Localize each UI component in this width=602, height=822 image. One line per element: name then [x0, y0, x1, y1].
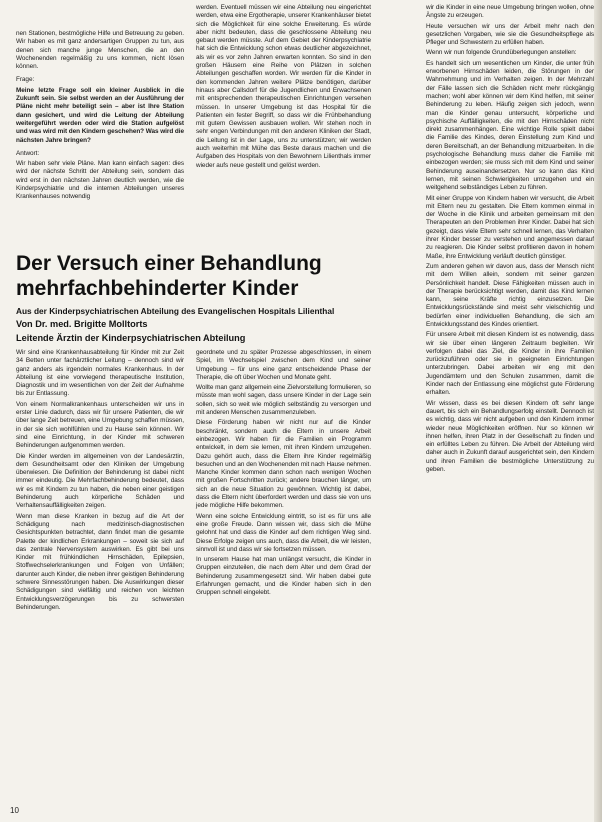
column-2-bottom: [196, 349, 371, 600]
article-subheadline: Aus der Kinderpsychiatrischen Abteilung des Evangelischen Hospitals Lilienthal: [16, 306, 335, 316]
page-number: 10: [10, 806, 19, 815]
paragraph: In unserem Hause hat man unlängst versucht, die Kinder in Gruppen einzuteilen, die nach dem Alter und dem Grad der Behinderung zusammengesetzt sind. Wir haben dabei gute Erfahrungen gemacht, und die Kinder haben sich in den Gruppen schnell eingelebt.: [196, 556, 371, 597]
paragraph: Wollte man ganz allgemein eine Zielvorstellung formulieren, so müsste man wohl sagen, dass unsere Kinder in der Lage sein sollen, sich so weit wie möglich selbständig zu versorgen und mit anderen Menschen zusammenzuleben.: [196, 384, 371, 417]
interview-question: Meine letzte Frage soll ein kleiner Ausblick in die Zukunft sein. Sie selbst werden an der Ausführung der Pläne nicht mehr beteiligt sein – aber ist Ihre Station dann gesichert, und wird die Leitung der Abteilung weitergeführt werden oder wird die Station aufgelöst und was wird mit den Kindern geschehen? Was wird die nächsten Jahre bringen?: [16, 86, 184, 144]
interview-label: Frage:: [16, 76, 35, 84]
paragraph: Wenn wir nun folgende Grundüberlegungen anstellen:: [426, 49, 577, 57]
article-headline: Der Versuch einer Behandlung mehrfachbehinderter Kinder: [16, 252, 322, 300]
page-edge-shadow: [594, 0, 602, 822]
paragraph: Wir haben sehr viele Pläne. Man kann einfach sagen: dies wird der nächste Schritt der Abteilung sein, sondern das wird erst in den nächsten Jahren deutlich werden, wie die Kinderpsychiatrie und die internen Abteilungen unseres Krankenhauses notwendig: [16, 160, 184, 201]
interview-label: Antwort:: [16, 149, 40, 157]
paragraph: nen Stationen, bestmögliche Hilfe und Betreuung zu geben. Wir haben es mit ganz andersartigen Gruppen zu tun, aus denen sich manche junge Menschen, die an den Wochenenden regelmäßig zu uns kommen, nicht lösen können.: [16, 30, 184, 71]
paragraph: Zum anderen gehen wir davon aus, dass der Mensch nicht mit dem Willen allein, sondern mit seiner ganzen Persönlichkeit handelt. Diese Fähigkeiten müssen auch in der Therapie berücksichtigt werden, damit das Kind lernen kann, seine Kräfte richtig einzusetzen. Die Entwicklungsrückstände sind meist sehr vielschichtig und bedürfen einer individuellen Behandlung, die sich am Entwicklungsstand des Kindes orientiert.: [426, 262, 594, 328]
paragraph: werden. Eventuell müssen wir eine Abteilung neu eingerichtet werden, etwa eine Ergotherapie, unserer Krankenhäuser bietet sich die Möglichkeit für eine solche Erweiterung. Es würde aber nicht bedeuten, dass die geschlossene Abteilung neu gebaut werden müsste. Auf dem Gebiet der Kinderpsychiatrie hat sich die Entwicklung schon etwas deutlicher abgezeichnet, als wir es vor zehn Jahren erwarten konnten. So sind in den großen Häusern eine Reihe von Plätzen in solchen Abteilungen geschaffen worden. Wir werden für die Kinder in den kommenden Jahren weitere Plätze benötigen, darüber hinaus aber Callsdorf für die Jugendlichen und Erwachsenen mit entsprechenden therapeutischen Einrichtungen versehen müssen. In unserer Umgebung ist das Hospital für die Patienten ein fester Begriff, so dass wir die Frühbehandlung mit gutem Gewissen ausbauen wollen. Wir stehen noch in sehr engen Verbindungen mit den anderen Kliniken der Stadt, die Leitung ist in der Lage, uns zu unterstützen; wir werden auch weiterhin mit Mühe das Beste daraus machen und die Aufgaben des Hospitals von den Bewohnern Lilienthals immer wieder aufs neue gestellt und gelöst werden.: [196, 4, 371, 169]
paragraph: Wenn eine solche Entwicklung eintritt, so ist es für uns alle eine große Freude. Dann wissen wir, dass sich die Mühe gelohnt hat und dass die Kinder auf dem richtigen Weg sind. Diese Erfolge zeigen uns auch, dass die Arbeit, die wir leisten, sinnvoll ist und dass wir sie fortsetzen müssen.: [196, 512, 371, 553]
paragraph: Von einem Normalkrankenhaus unterscheiden wir uns in erster Linie dadurch, dass wir für unsere Patienten, die wir über lange Zeit betreuen, eine Umgebung schaffen müssen, in der sie sich wohlfühlen und zu Hause sein können. Wir sind eine Einrichtung, in der Kinder mit schweren Behinderungen aufgenommen werden.: [16, 400, 184, 450]
paragraph: Diese Förderung haben wir nicht nur auf die Kinder beschränkt, sondern auch die Eltern in unsere Arbeit einbezogen. Wir haben für die Familien ein Programm entwickelt, in dem sie lernen, mit ihren Kindern umzugehen. Dazu gehört auch, dass die Eltern ihre Kinder regelmäßig besuchen und an den Wochenenden mit nach Hause nehmen. Manche Kinder kommen dann schon nach wenigen Wochen mit großen Fortschritten zurück; andere brauchen länger, um sich an die neue Situation zu gewöhnen. Wichtig ist dabei, dass die Eltern nicht überfordert werden und dass sie von uns jede mögliche Hilfe bekommen.: [196, 419, 371, 510]
paragraph: Mit einer Gruppe von Kindern haben wir versucht, die Arbeit mit Eltern neu zu gestalten. Die Eltern kommen einmal in der Woche in die Klinik und arbeiten gemeinsam mit den Therapeuten an den Problemen ihrer Kinder. Dabei hat sich gezeigt, dass viele Eltern sehr schnell lernen, das Verhalten ihrer Kinder besser zu verstehen und angemessen darauf zu reagieren. Die Kinder selbst profitieren davon in hohem Maße, ihre Entwicklung verläuft deutlich günstiger.: [426, 194, 594, 260]
paragraph: Wir sind eine Krankenhausabteilung für Kinder mit zur Zeit 34 Betten unter fachärztlicher Leitung – dennoch sind wir ganz anders als irgendein normales Krankenhaus. In der Abteilung ist eine vorwiegend therapeutische Institution, Diagnostik und im wesentlichen von der Zeit der Aufnahme bis zur Entlassung.: [16, 349, 184, 398]
paragraph: Die Kinder werden im allgemeinen von der Landesärztin, dem Gesundheitsamt oder den Kliniken der Umgebung überwiesen. Die Definition der Behinderung ist dabei nicht immer eindeutig. Die Mehrfachbehinderung bedeutet, dass wir es mit Kindern zu tun haben, die neben einer geistigen Behinderung auch körperliche Schäden und Verhaltensauffälligkeiten zeigen.: [16, 452, 184, 510]
column-3: [426, 4, 594, 476]
paragraph: Heute versuchen wir uns der Arbeit mehr nach den gesetzlichen Vorgaben, wie sie die Gesundheitspflege als Pfleger und Schwestern zu erfüllen haben.: [426, 22, 594, 47]
article-author-role: Leitende Ärztin der Kinderpsychiatrischen Abteilung: [16, 333, 246, 343]
column-1-bottom: [16, 349, 184, 614]
paragraph: geordnete und zu später Prozesse abgeschlossen, in einem Spiel, im Wechselspiel zwischen dem Kind und seiner Umgebung – für uns eine ganz entscheidende Phase der Therapie, die oft über Wochen und Monate geht.: [196, 349, 371, 381]
paragraph: wir die Kinder in eine neue Umgebung bringen wollen, ohne Ängste zu erzeugen.: [426, 4, 594, 20]
paragraph: Wir wissen, dass es bei diesen Kindern oft sehr lange dauert, bis sich ein Behandlungserfolg einstellt. Dennoch ist es wichtig, dass wir nicht aufgeben und den Kindern immer wieder neue Möglichkeiten eröffnen. Nur so können wir ihnen helfen, ihren Platz in der Gesellschaft zu finden und ein erfülltes Leben zu führen. Die Arbeit der Abteilung wird daher auch in Zukunft darauf ausgerichtet sein, den Kindern und ihren Familien die bestmögliche Unterstützung zu geben.: [426, 399, 594, 474]
paragraph: Wenn man diese Kranken in bezug auf die Art der Schädigung nach medizinisch-diagnostischen Gesichtspunkten betrachtet, dann findet man die gesamte Palette der kindlichen Erkrankungen – soweit sie sich auf das zentrale Nervensystem auswirken. Es gibt bei uns Kinder mit frühkindlichen Hirnschäden, Epilepsien, Stoffwechselerkrankungen und Folgen von Unfällen; darunter auch Kinder, die neben ihrer geistigen Behinderung schwere Sinnesstörungen haben. Die Auswirkungen dieser Schädigungen sind vielfältig und reichen von leichten Entwicklungsverzögerungen bis zu schwersten Behinderungen.: [16, 512, 184, 611]
paragraph: Für unsere Arbeit mit diesen Kindern ist es notwendig, dass wir sie über einen längeren Zeitraum begleiten. Wir verfolgen dabei das Ziel, die Kinder in ihre Familien zurückzuführen oder sie in geeigneten Einrichtungen unterzubringen. Dabei arbeiten wir eng mit den Jugendämtern und den Schulen zusammen, damit die Kinder nach der Entlassung eine möglichst gute Förderung erhalten.: [426, 331, 594, 397]
column-2-top: [196, 4, 371, 172]
paragraph: Es handelt sich um wesentlichen um Kinder, die unter früh erworbenen Hirnschäden leiden, die Störungen in der Wahrnehmung und im Verhalten zeigen. In der Mehrzahl der Fälle lassen sich die Schäden nicht mehr rückgängig machen; wohl aber können wir dem Kind helfen, mit seiner Behinderung zu leben. Häufig zeigen sich jedoch, wenn man die Kinder genau untersucht, körperliche und psychische Auffälligkeiten, die mit den Hirnschäden nicht direkt zusammenhängen. Eine wichtige Rolle spielt dabei die Familie des Kindes, deren Einstellung zum Kind und deren Bereitschaft, an der Behandlung mitzuarbeiten. In die psychologische Behandlung muss daher die Familie mit einbezogen werden; sie muss sich mit dem Kind und seiner Behinderung auseinandersetzen. Nur so kann das Kind lernen, mit seinen Schwierigkeiten umzugehen und ein weitgehend selbständiges Leben zu führen.: [426, 59, 594, 192]
column-1-top: [16, 30, 184, 204]
article-author: Von Dr. med. Brigitte Molltorts: [16, 319, 148, 329]
